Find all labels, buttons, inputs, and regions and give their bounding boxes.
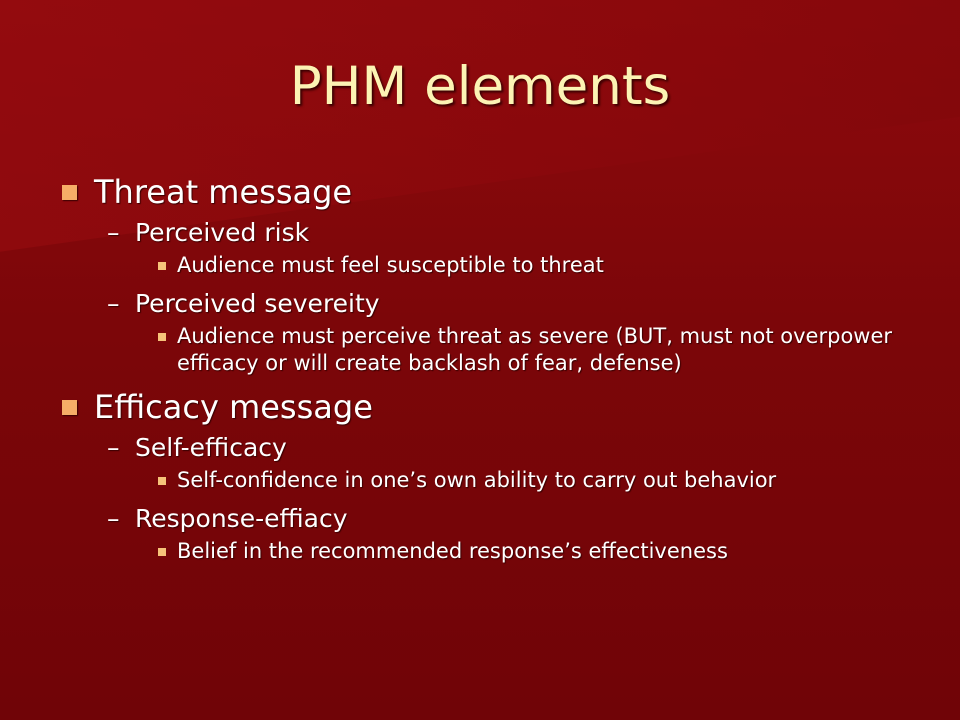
small-square-bullet-icon <box>158 477 166 485</box>
bullet-label: Response-effiacy <box>135 504 348 533</box>
bullet-level3 <box>62 323 922 377</box>
small-square-bullet-icon <box>158 262 166 270</box>
dash-bullet-icon: – <box>107 504 120 533</box>
bullet-text: Self-confidence in one’s own ability to carry out behavior <box>177 468 777 492</box>
square-bullet-icon <box>62 185 77 200</box>
slide-title: PHM elements <box>289 56 671 117</box>
bullet-text: Audience must perceive threat as severe (BUT, must not overpower efficacy or will create backlash of fear, defense) <box>177 324 893 375</box>
bullet-level2 <box>62 287 922 321</box>
bullet-label: Self-efficacy <box>135 433 287 462</box>
bullet-level1 <box>62 387 922 427</box>
dash-bullet-icon: – <box>107 218 120 247</box>
small-square-bullet-icon <box>158 548 166 556</box>
bullet-level1 <box>62 172 922 212</box>
bullet-level3 <box>62 252 922 279</box>
bullet-level3 <box>62 467 922 494</box>
bullet-label: Perceived risk <box>135 218 310 247</box>
bullet-label: Threat message <box>94 173 353 211</box>
section-threat-message <box>62 172 922 377</box>
bullet-level2 <box>62 502 922 536</box>
slide-content <box>62 172 922 575</box>
bullet-label: Perceived severeity <box>135 289 380 318</box>
square-bullet-icon <box>62 400 77 415</box>
bullet-level3 <box>62 538 922 565</box>
bullet-label: Efficacy message <box>94 388 373 426</box>
small-square-bullet-icon <box>158 333 166 341</box>
bullet-level2 <box>62 216 922 250</box>
section-efficacy-message <box>62 387 922 565</box>
bullet-level2 <box>62 431 922 465</box>
bullet-text: Belief in the recommended response’s effectiveness <box>177 539 728 563</box>
dash-bullet-icon: – <box>107 289 120 318</box>
dash-bullet-icon: – <box>107 433 120 462</box>
bullet-text: Audience must feel susceptible to threat <box>177 253 604 277</box>
